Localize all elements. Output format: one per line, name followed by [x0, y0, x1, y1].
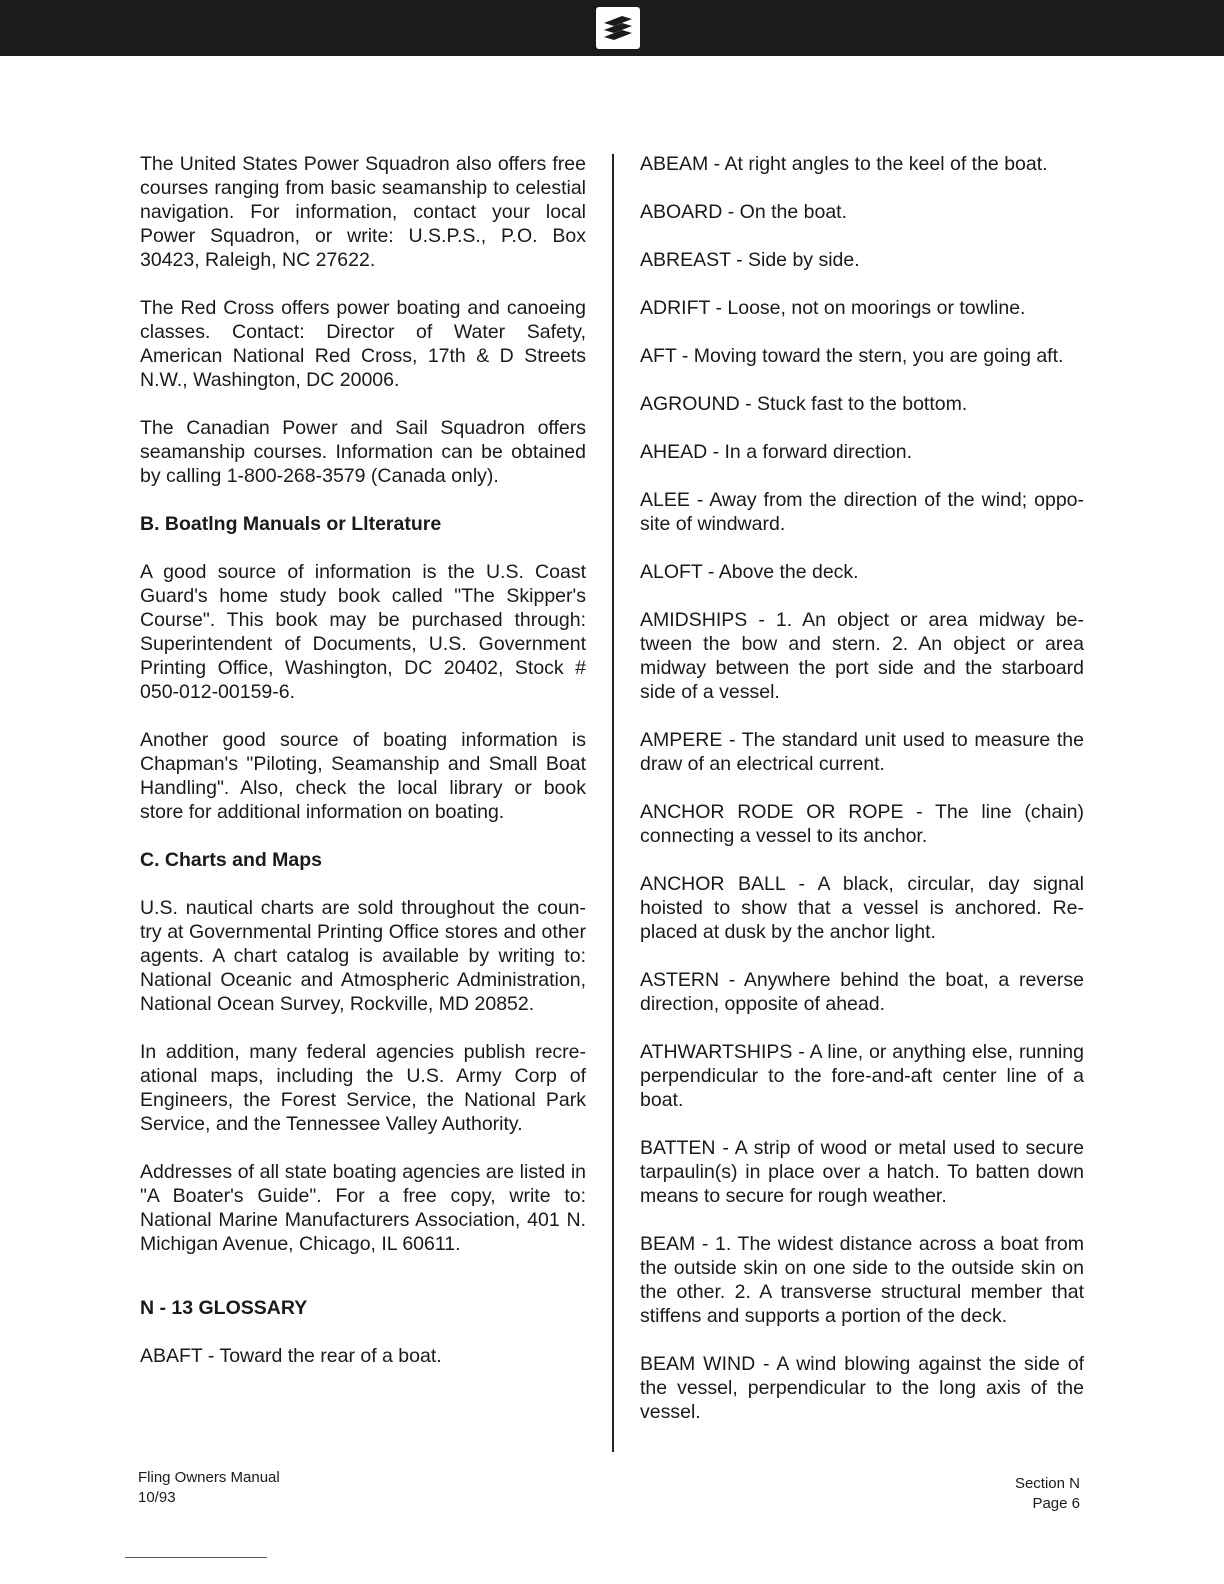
right-column: [640, 152, 1084, 1448]
glossary-entry: ABOARD - On the boat.: [640, 201, 848, 223]
footer-manual-title: Fling Owners Manual: [138, 1469, 280, 1486]
glossary-entry: AGROUND - Stuck fast to the bottom.: [640, 393, 968, 415]
glossary-entry: ABAFT - Toward the rear of a boat.: [140, 1345, 442, 1367]
paragraph-canadian-squadron: The Canadian Power and Sail Squadron offers seamanship courses. Information can be obtained by calling 1-800-268-3579 (Canada only).: [140, 417, 586, 487]
footer-left: [138, 1468, 280, 1508]
glossary-entry: AFT - Moving toward the stern, you are going aft.: [640, 345, 1064, 367]
glossary-entry: ATHWARTSHIPS - A line, or anything else, running perpendicular to the fore-and-aft center line of a boat.: [640, 1041, 1084, 1111]
paragraph-red-cross: The Red Cross offers power boating and canoeing classes. Contact: Director of Water Safety, American National Red Cross, 17th & D Streets N.W., Washington, DC 20006.: [140, 297, 586, 391]
footer-section: Section N: [1014, 1475, 1080, 1492]
left-column: [140, 152, 586, 1392]
glossary-entry: ANCHOR RODE OR ROPE - The line (chain) connecting a vessel to its anchor.: [640, 801, 1084, 847]
paragraph-coast-guard-book: A good source of information is the U.S. Coast Guard's home study book called "The Skipper's Course". This book may be purchased through: Superintendent of Documents, U.S. Government Printing Office, Washington, DC 20402, Stock # 050-012-00159-6.: [140, 561, 586, 703]
glossary-entry: ABREAST - Side by side.: [640, 249, 860, 271]
paragraph-power-squadron: The United States Power Squadron also offers free courses ranging from basic seamanship to celestial navigation. For information, contact your local Power Squadron, or write: U.S.P.S., P.O. Box 30423, Raleigh, NC 27622.: [140, 153, 586, 271]
footer-page-number: Page 6: [1032, 1495, 1080, 1512]
glossary-entry: ABEAM - At right angles to the keel of the boat.: [640, 153, 1048, 175]
glossary-entry: AMIDSHIPS - 1. An object or area midway be-tween the bow and stern. 2. An object or area midway between the port side and the starboard side of a vessel.: [640, 609, 1084, 703]
footer-date: 10/93: [138, 1489, 176, 1506]
paragraph-nautical-charts: U.S. nautical charts are sold throughout the coun-try at Governmental Printing Office stores and other agents. A chart catalog is available by writing to: National Oceanic and Atmospheric Administration, National Ocean Survey, Rockville, MD 20852.: [140, 897, 586, 1015]
heading-boating-manuals: B. Boatlng Manuals or Llterature: [140, 513, 442, 535]
heading-charts-maps: C. Charts and Maps: [140, 849, 323, 871]
heading-glossary: N - 13 GLOSSARY: [140, 1297, 308, 1319]
glossary-entry: BATTEN - A strip of wood or metal used to secure tarpaulin(s) in place over a hatch. To batten down means to secure for rough weather.: [640, 1137, 1084, 1207]
header-bar: [0, 0, 1224, 56]
paragraph-chapmans: Another good source of boating information is Chapman's "Piloting, Seamanship and Small Boat Handling". Also, check the local library or book store for additional information on boating.: [140, 729, 586, 823]
glossary-entry: ANCHOR BALL - A black, circular, day signal hoisted to show that a vessel is anchored. Re-placed at dusk by the anchor light.: [640, 873, 1084, 943]
glossary-entry: AMPERE - The standard unit used to measure the draw of an electrical current.: [640, 729, 1084, 775]
footer-right: [980, 1474, 1080, 1514]
bottom-rule: [125, 1557, 267, 1558]
glossary-entry: AHEAD - In a forward direction.: [640, 441, 913, 463]
paragraph-federal-agencies: In addition, many federal agencies publish recre-ational maps, including the U.S. Army Corp of Engineers, the Forest Service, the National Park Service, and the Tennessee Valley Authority.: [140, 1041, 586, 1135]
glossary-entry: ASTERN - Anywhere behind the boat, a reverse direction, opposite of ahead.: [640, 969, 1084, 1015]
wave-logo-icon: [600, 13, 636, 43]
glossary-entry: BEAM - 1. The widest distance across a boat from the outside skin on one side to the outside skin on the other. 2. A transverse structural member that stiffens and supports a portion of the deck.: [640, 1233, 1084, 1327]
column-divider: [612, 154, 614, 1452]
logo: [596, 7, 640, 49]
paragraph-state-agencies: Addresses of all state boating agencies are listed in "A Boater's Guide". For a free copy, write to: National Marine Manufacturers Association, 401 N. Michigan Avenue, Chicago, IL 60611.: [140, 1161, 586, 1255]
glossary-entry: ADRIFT - Loose, not on moorings or towline.: [640, 297, 1026, 319]
glossary-entry: BEAM WIND - A wind blowing against the side of the vessel, perpendicular to the long axis of the vessel.: [640, 1353, 1084, 1423]
glossary-entry: ALEE - Away from the direction of the wind; oppo-site of windward.: [640, 489, 1084, 535]
glossary-entry: ALOFT - Above the deck.: [640, 561, 859, 583]
